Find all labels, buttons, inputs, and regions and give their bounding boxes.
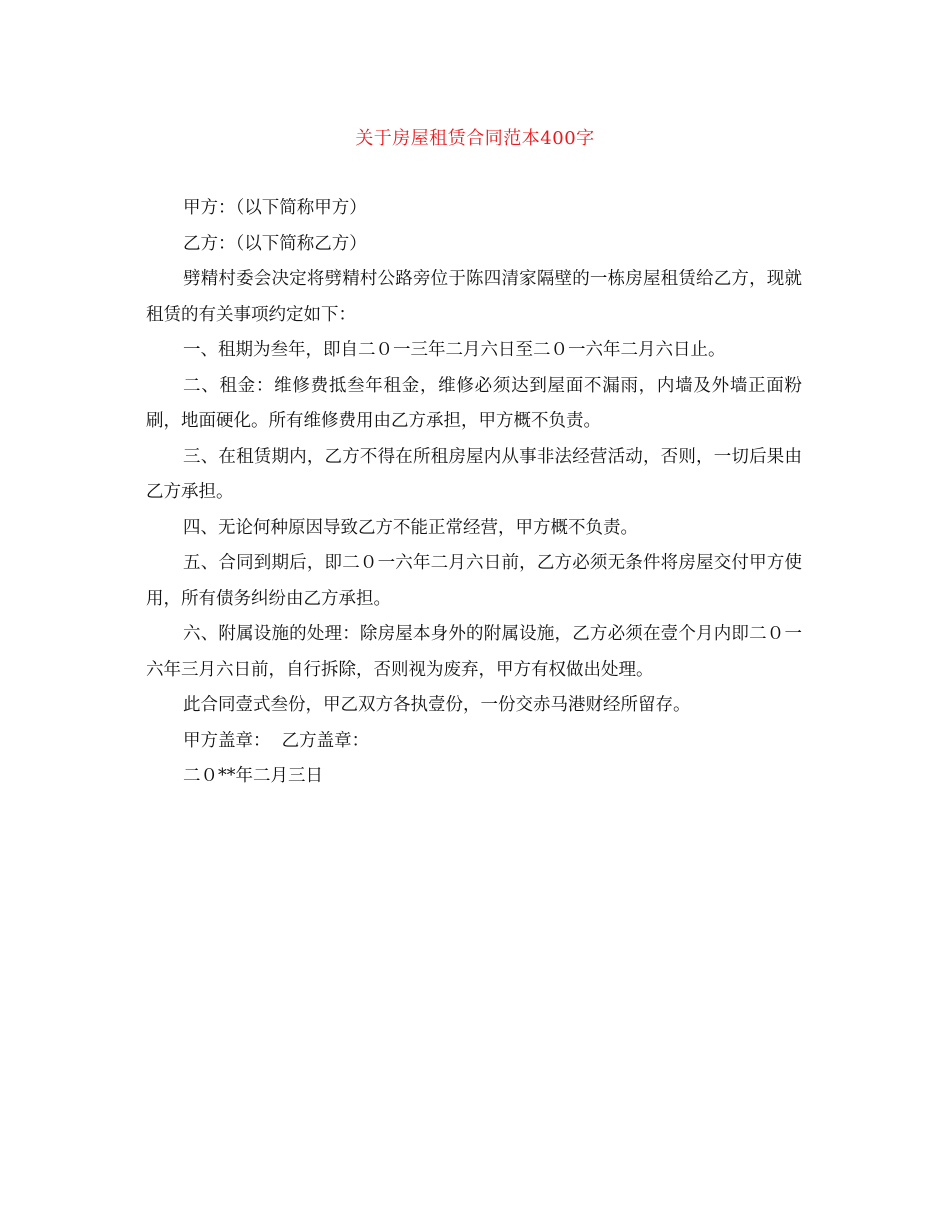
party-b-line: 乙方：（以下简称乙方） [183, 233, 367, 254]
clause-3: 三、在租赁期内，乙方不得在所租房屋内从事非法经营活动，否则，一切后果由乙方承担。 [146, 446, 802, 502]
signature-line: 甲方盖章： 乙方盖章： [183, 730, 370, 751]
clause-5: 五、合同到期后，即二０一六年二月六日前，乙方必须无条件将房屋交付甲方使用，所有债务纠纷由乙方承担。 [146, 553, 802, 609]
party-a-line: 甲方：（以下简称甲方） [183, 198, 367, 218]
date-line: 二０**年二月三日 [183, 766, 323, 786]
document-title: 关于房屋租赁合同范本400字 [355, 128, 595, 149]
clause-6: 六、附属设施的处理：除房屋本身外的附属设施，乙方必须在壹个月内即二０一六年三月六日前，自行拆除，否则视为废弃，甲方有权做出处理。 [146, 624, 802, 680]
clause-1: 一、租期为叁年，即自二０一三年二月六日至二０一六年二月六日止。 [183, 340, 726, 360]
preamble-paragraph: 劈精村委会决定将劈精村公路旁位于陈四清家隔壁的一栋房屋租赁给乙方，现就租赁的有关事项约定如下： [146, 269, 802, 325]
clause-4: 四、无论何种原因导致乙方不能正常经营，甲方概不负责。 [183, 517, 638, 538]
copies-paragraph: 此合同壹式叁份，甲乙双方各执壹份，一份交赤马港财经所留存。 [183, 695, 691, 715]
document-body [146, 191, 802, 795]
clause-2: 二、租金：维修费抵叁年租金，维修必须达到屋面不漏雨，内墙及外墙正面粉刷，地面硬化。所有维修费用由乙方承担，甲方概不负责。 [146, 375, 802, 431]
